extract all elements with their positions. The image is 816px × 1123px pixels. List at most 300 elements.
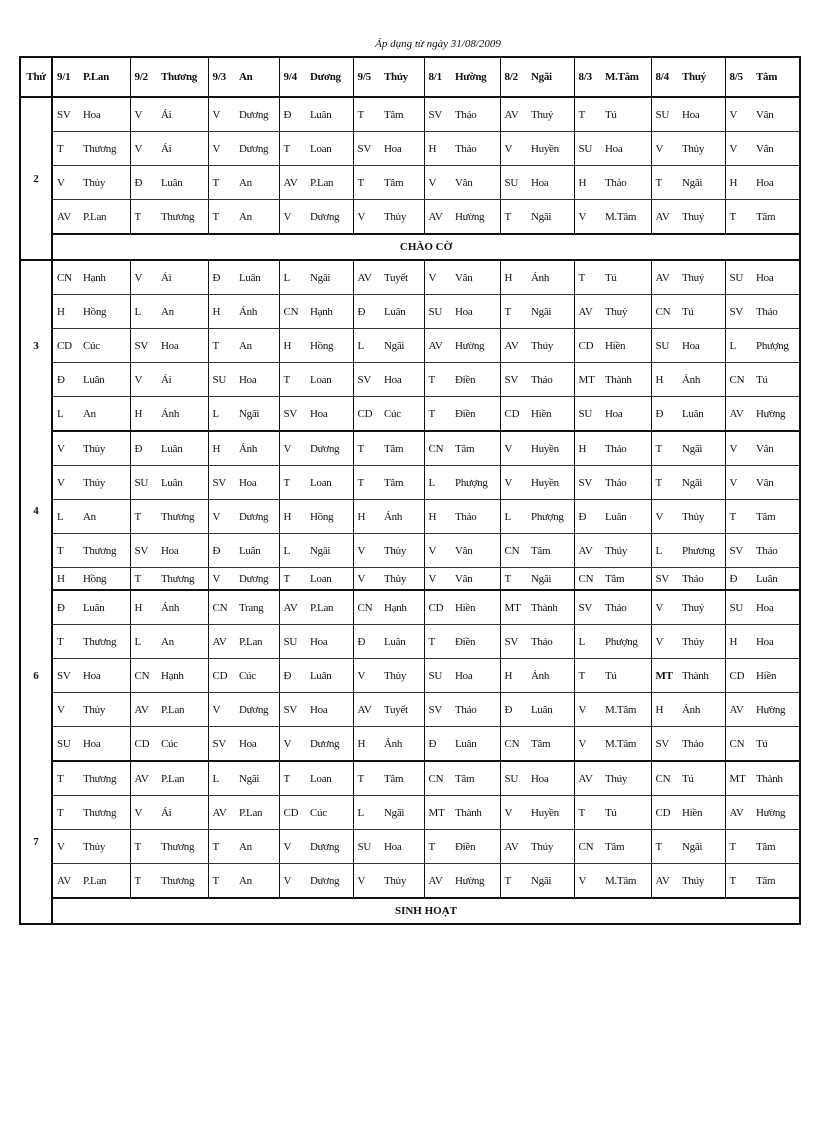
subject-code: SU (208, 363, 235, 397)
teacher-name: Thủy (678, 132, 725, 166)
teacher-name: Tâm (752, 500, 800, 534)
teacher-name: Phượng (451, 466, 500, 500)
teacher-name: Phượng (601, 625, 651, 659)
teacher-name: Ái (157, 97, 208, 132)
subject-code: AV (52, 200, 79, 235)
subject-code: SU (651, 329, 678, 363)
subject-code: SV (500, 363, 527, 397)
teacher-name: An (79, 500, 130, 534)
teacher-name: Tuyết (380, 260, 424, 295)
subject-code: T (52, 534, 79, 568)
teacher-name: Trang (235, 590, 279, 625)
subject-code: CD (130, 727, 157, 762)
teacher-name: Thảo (451, 693, 500, 727)
timetable-body (20, 97, 800, 924)
teacher-name: Hường (752, 796, 800, 830)
subject-code: L (52, 500, 79, 534)
teacher-name: Thủy (380, 864, 424, 899)
teacher-name: Ánh (157, 397, 208, 432)
subject-code: CN (725, 727, 752, 762)
teacher-name: Thành (527, 590, 574, 625)
subject-code: T (208, 830, 235, 864)
teacher-name: Điền (451, 830, 500, 864)
subject-code: V (130, 260, 157, 295)
subject-code: CN (130, 659, 157, 693)
subject-code: AV (424, 200, 451, 235)
subject-code: AV (353, 693, 380, 727)
subject-code: SU (353, 830, 380, 864)
teacher-name: Ngãi (527, 568, 574, 591)
teacher-name: Điền (451, 625, 500, 659)
subject-code: CN (52, 260, 79, 295)
teacher-name: Ái (157, 260, 208, 295)
header-class-code: 8/4 (651, 57, 678, 97)
period-row (20, 466, 800, 500)
teacher-name: Hường (451, 329, 500, 363)
subject-code: L (130, 625, 157, 659)
subject-code: CD (52, 329, 79, 363)
chao-co-banner: CHÀO CỜ (52, 234, 800, 260)
period-row (20, 500, 800, 534)
teacher-name: Hoa (306, 625, 353, 659)
subject-code: V (130, 97, 157, 132)
teacher-name: Thương (79, 625, 130, 659)
sinh-hoat-banner: SINH HOẠT (52, 898, 800, 924)
teacher-name: Tâm (380, 431, 424, 466)
teacher-name: P.Lan (306, 166, 353, 200)
teacher-name: An (235, 166, 279, 200)
teacher-name: Hồng (306, 329, 353, 363)
subject-code: Đ (353, 625, 380, 659)
subject-code: L (353, 329, 380, 363)
teacher-name: Dương (235, 568, 279, 591)
teacher-name: Phương (678, 534, 725, 568)
subject-code: T (500, 295, 527, 329)
subject-code: AV (279, 590, 306, 625)
subject-code: V (353, 659, 380, 693)
period-row (20, 568, 800, 591)
teacher-name: Ngãi (678, 431, 725, 466)
subject-code: T (574, 260, 601, 295)
teacher-name: Loan (306, 363, 353, 397)
teacher-name: M.Tâm (601, 727, 651, 762)
subject-code: H (130, 590, 157, 625)
subject-code: V (725, 431, 752, 466)
subject-code: V (353, 534, 380, 568)
subject-code: T (130, 200, 157, 235)
subject-code: T (208, 200, 235, 235)
teacher-name: Luân (79, 590, 130, 625)
teacher-name: Thảo (601, 590, 651, 625)
subject-code: V (353, 864, 380, 899)
subject-code: SV (208, 466, 235, 500)
subject-code: T (725, 500, 752, 534)
subject-code: SV (574, 590, 601, 625)
chao-co-banner-row (20, 234, 800, 260)
teacher-name: Hoa (79, 659, 130, 693)
teacher-name: P.Lan (79, 200, 130, 235)
subject-code: T (52, 761, 79, 796)
subject-code: V (279, 431, 306, 466)
teacher-name: Thương (157, 500, 208, 534)
teacher-name: Hoa (306, 693, 353, 727)
period-row (20, 796, 800, 830)
schedule-subtitle: Áp dụng từ ngày 31/08/2009 (375, 38, 501, 50)
subject-code: V (424, 568, 451, 591)
teacher-name: Dương (235, 500, 279, 534)
teacher-name: Tú (678, 761, 725, 796)
teacher-name: Ánh (235, 431, 279, 466)
subject-code: T (725, 864, 752, 899)
subject-code: CN (279, 295, 306, 329)
subject-code: CD (424, 590, 451, 625)
subject-code: V (130, 132, 157, 166)
teacher-name: Hoa (752, 166, 800, 200)
teacher-name: Dương (235, 693, 279, 727)
subject-code: T (500, 864, 527, 899)
teacher-name: P.Lan (79, 864, 130, 899)
teacher-name: Tâm (380, 166, 424, 200)
subject-code: Đ (208, 534, 235, 568)
subject-code: CN (651, 295, 678, 329)
teacher-name: Hoa (752, 625, 800, 659)
subject-code: V (651, 590, 678, 625)
day-label: 2 (20, 97, 52, 260)
subject-code: T (130, 568, 157, 591)
teacher-name: Loan (306, 466, 353, 500)
subject-code: Đ (500, 693, 527, 727)
subject-code: SV (353, 363, 380, 397)
subject-code: AV (500, 329, 527, 363)
subject-code: H (424, 500, 451, 534)
teacher-name: Hường (451, 864, 500, 899)
subject-code: V (500, 466, 527, 500)
subject-code: SV (424, 97, 451, 132)
teacher-name: Thương (79, 761, 130, 796)
teacher-name: Hạnh (306, 295, 353, 329)
header-homeroom-teacher: Hường (451, 57, 500, 97)
subject-code: T (208, 864, 235, 899)
teacher-name: Loan (306, 568, 353, 591)
teacher-name: Cúc (235, 659, 279, 693)
period-row (20, 534, 800, 568)
subject-code: AV (725, 693, 752, 727)
subject-code: SU (279, 625, 306, 659)
header-homeroom-teacher: Dương (306, 57, 353, 97)
teacher-name: An (235, 329, 279, 363)
teacher-name: Thảo (601, 431, 651, 466)
period-row (20, 97, 800, 132)
teacher-name: Dương (306, 727, 353, 762)
subject-code: V (500, 796, 527, 830)
subject-code: T (279, 132, 306, 166)
subject-code: H (279, 329, 306, 363)
subject-code: V (130, 363, 157, 397)
teacher-name: Thảo (451, 132, 500, 166)
subject-code: H (725, 625, 752, 659)
subject-code: T (130, 830, 157, 864)
teacher-name: Cúc (79, 329, 130, 363)
period-row (20, 166, 800, 200)
subject-code: V (651, 132, 678, 166)
teacher-name: Ngãi (678, 830, 725, 864)
teacher-name: P.Lan (157, 693, 208, 727)
timetable (19, 56, 801, 925)
subject-code: SV (725, 534, 752, 568)
teacher-name: Thương (79, 534, 130, 568)
teacher-name: Tâm (601, 568, 651, 591)
teacher-name: Tâm (752, 830, 800, 864)
teacher-name: Loan (306, 132, 353, 166)
header-homeroom-teacher: P.Lan (79, 57, 130, 97)
subject-code: AV (208, 625, 235, 659)
teacher-name: Luân (235, 260, 279, 295)
teacher-name: Vân (752, 466, 800, 500)
subject-code: H (208, 295, 235, 329)
subject-code: V (725, 97, 752, 132)
teacher-name: Tú (752, 363, 800, 397)
subject-code: L (52, 397, 79, 432)
period-row (20, 761, 800, 796)
teacher-name: Ái (157, 132, 208, 166)
subject-code: H (52, 295, 79, 329)
teacher-name: Hoa (157, 534, 208, 568)
subject-code: AV (651, 864, 678, 899)
teacher-name: Thủy (79, 431, 130, 466)
teacher-name: Huyền (527, 796, 574, 830)
teacher-name: P.Lan (235, 796, 279, 830)
teacher-name: Thành (451, 796, 500, 830)
subject-code: SU (424, 295, 451, 329)
teacher-name: Huyền (527, 431, 574, 466)
subject-code: H (500, 659, 527, 693)
teacher-name: Thúy (527, 830, 574, 864)
subject-code: CN (574, 568, 601, 591)
teacher-name: Vân (752, 97, 800, 132)
period-row (20, 397, 800, 432)
subject-code: H (574, 431, 601, 466)
subject-code: SV (52, 97, 79, 132)
subject-code: AV (130, 761, 157, 796)
teacher-name: Hồng (306, 500, 353, 534)
teacher-name: Dương (306, 864, 353, 899)
teacher-name: Thuý (678, 260, 725, 295)
teacher-name: Hoa (235, 363, 279, 397)
teacher-name: Ánh (235, 295, 279, 329)
subject-code: SV (52, 659, 79, 693)
period-row (20, 260, 800, 295)
subject-code: V (725, 132, 752, 166)
subject-code: MT (725, 761, 752, 796)
period-row (20, 830, 800, 864)
subject-code: SV (424, 693, 451, 727)
subject-code: T (424, 397, 451, 432)
subject-code: MT (500, 590, 527, 625)
subject-code: T (725, 200, 752, 235)
teacher-name: Tú (601, 260, 651, 295)
teacher-name: Thành (601, 363, 651, 397)
subject-code: V (651, 500, 678, 534)
teacher-name: M.Tâm (601, 200, 651, 235)
subject-code: T (279, 761, 306, 796)
teacher-name: Hiền (527, 397, 574, 432)
teacher-name: Thuý (527, 97, 574, 132)
teacher-name: Vân (451, 166, 500, 200)
teacher-name: Huyền (527, 466, 574, 500)
subject-code: CN (208, 590, 235, 625)
teacher-name: Thúy (601, 761, 651, 796)
teacher-name: Hạnh (157, 659, 208, 693)
subject-code: Đ (279, 659, 306, 693)
subject-code: T (725, 830, 752, 864)
header-class-code: 9/1 (52, 57, 79, 97)
subject-code: AV (279, 166, 306, 200)
subject-code: H (130, 397, 157, 432)
subject-code: V (52, 166, 79, 200)
teacher-name: P.Lan (157, 761, 208, 796)
header-homeroom-teacher: Tâm (752, 57, 800, 97)
teacher-name: Luân (157, 166, 208, 200)
teacher-name: An (157, 625, 208, 659)
period-row (20, 200, 800, 235)
subject-code: T (208, 166, 235, 200)
teacher-name: Ánh (678, 363, 725, 397)
teacher-name: Hoa (235, 727, 279, 762)
teacher-name: An (235, 200, 279, 235)
subject-code: H (52, 568, 79, 591)
subject-code: L (130, 295, 157, 329)
subject-code: V (651, 625, 678, 659)
teacher-name: Hoa (306, 397, 353, 432)
teacher-name: Dương (306, 200, 353, 235)
subject-code: SU (52, 727, 79, 762)
teacher-name: Thủy (79, 830, 130, 864)
subject-code: Đ (208, 260, 235, 295)
subject-code: H (353, 727, 380, 762)
teacher-name: Thủy (380, 534, 424, 568)
teacher-name: Hoa (752, 260, 800, 295)
teacher-name: Tâm (380, 466, 424, 500)
teacher-name: Hoa (601, 397, 651, 432)
subject-code: H (651, 693, 678, 727)
subject-code: V (574, 727, 601, 762)
teacher-name: M.Tâm (601, 693, 651, 727)
teacher-name: Ngãi (678, 166, 725, 200)
period-row (20, 431, 800, 466)
subject-code: SU (574, 397, 601, 432)
teacher-name: Tâm (527, 534, 574, 568)
teacher-name: Tú (752, 727, 800, 762)
subject-code: Đ (130, 431, 157, 466)
teacher-name: Ngãi (678, 466, 725, 500)
subject-code: AV (500, 97, 527, 132)
teacher-name: M.Tâm (601, 864, 651, 899)
subject-code: T (500, 200, 527, 235)
subject-code: T (130, 864, 157, 899)
teacher-name: Thảo (451, 500, 500, 534)
subject-code: SU (651, 97, 678, 132)
teacher-name: Thảo (527, 363, 574, 397)
subject-code: V (279, 200, 306, 235)
teacher-name: Ánh (157, 590, 208, 625)
subject-code: SU (424, 659, 451, 693)
subject-code: Đ (424, 727, 451, 762)
subject-code: CN (574, 830, 601, 864)
subject-code: V (208, 500, 235, 534)
subject-code: L (424, 466, 451, 500)
header-homeroom-teacher: An (235, 57, 279, 97)
teacher-name: Thảo (451, 97, 500, 132)
subject-code: CD (500, 397, 527, 432)
teacher-name: Ánh (380, 500, 424, 534)
subject-code: H (279, 500, 306, 534)
teacher-name: Tú (601, 659, 651, 693)
teacher-name: Hoa (235, 466, 279, 500)
subject-code: CN (651, 761, 678, 796)
subject-code: SV (725, 295, 752, 329)
subject-code: CD (279, 796, 306, 830)
teacher-name: Luân (752, 568, 800, 591)
teacher-name: Thủy (79, 466, 130, 500)
subject-code: CN (424, 761, 451, 796)
subject-code: T (208, 329, 235, 363)
subject-code: T (353, 166, 380, 200)
day-label: 7 (20, 761, 52, 924)
teacher-name: Ngãi (235, 397, 279, 432)
teacher-name: Thảo (601, 466, 651, 500)
teacher-name: Vân (451, 534, 500, 568)
subject-code: V (574, 200, 601, 235)
subject-code: AV (725, 397, 752, 432)
teacher-name: Luân (79, 363, 130, 397)
period-row (20, 295, 800, 329)
subject-code: V (52, 830, 79, 864)
subject-code: MT (424, 796, 451, 830)
teacher-name: P.Lan (306, 590, 353, 625)
subject-code: L (208, 397, 235, 432)
subject-code: Đ (52, 363, 79, 397)
subject-code: T (52, 796, 79, 830)
subject-code: V (500, 431, 527, 466)
header-homeroom-teacher: Thuý (678, 57, 725, 97)
teacher-name: Ái (157, 363, 208, 397)
teacher-name: Hoa (678, 97, 725, 132)
teacher-name: Hiền (601, 329, 651, 363)
subject-code: V (52, 431, 79, 466)
teacher-name: Tâm (752, 864, 800, 899)
teacher-name: Hoa (527, 761, 574, 796)
header-row (20, 57, 800, 97)
subject-code: V (424, 166, 451, 200)
subject-code: V (130, 796, 157, 830)
teacher-name: Ngãi (235, 761, 279, 796)
subject-code: V (52, 466, 79, 500)
subject-code: L (725, 329, 752, 363)
subject-code: T (574, 796, 601, 830)
subject-code: Đ (52, 590, 79, 625)
subject-code: CD (725, 659, 752, 693)
subject-code: T (52, 132, 79, 166)
subject-code: SV (279, 397, 306, 432)
subject-code: L (279, 534, 306, 568)
subject-code: AV (651, 200, 678, 235)
subject-code: MT (651, 659, 678, 693)
teacher-name: Thảo (601, 166, 651, 200)
subject-code: V (208, 693, 235, 727)
header-homeroom-teacher: Ngãi (527, 57, 574, 97)
subject-code: SU (725, 590, 752, 625)
teacher-name: Luân (601, 500, 651, 534)
